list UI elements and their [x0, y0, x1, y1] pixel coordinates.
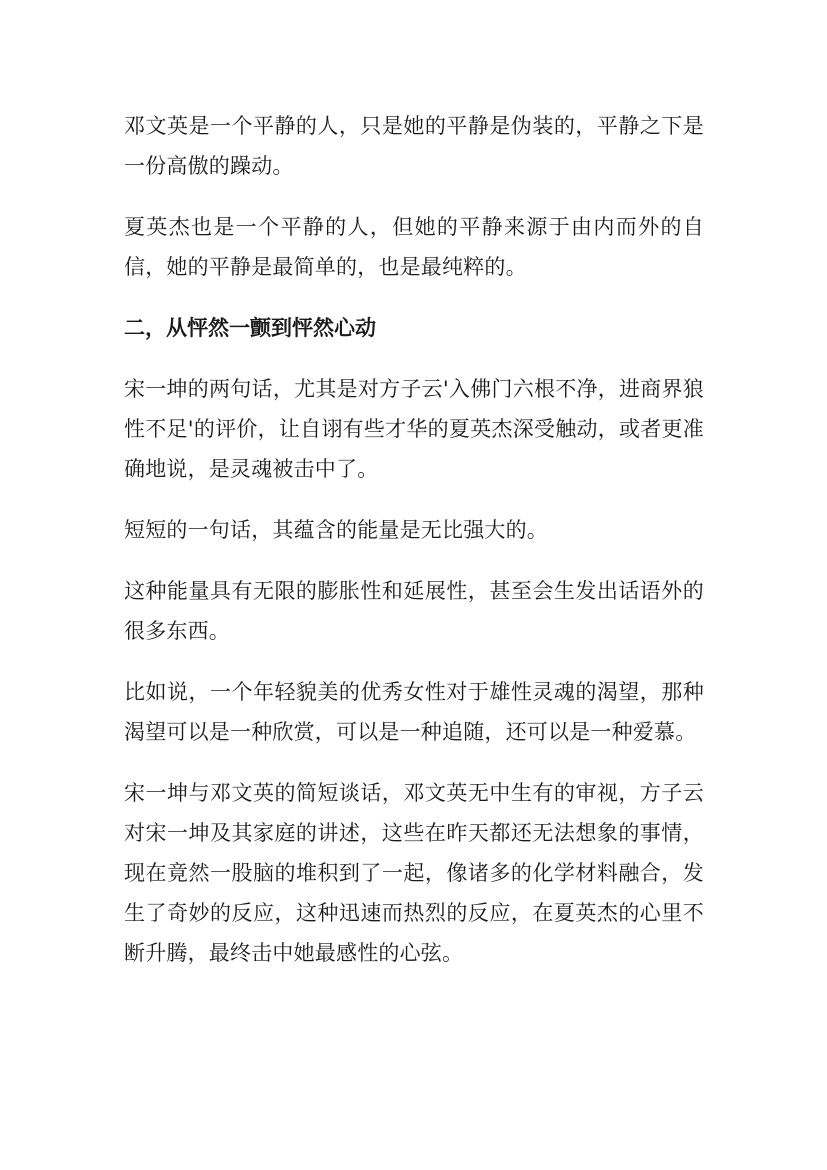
paragraph-2: 夏英杰也是一个平静的人，但她的平静来源于由内而外的自信，她的平静是最简单的，也是最纯粹的。	[124, 215, 704, 279]
document-page	[124, 106, 704, 994]
paragraph-3: 宋一坤的两句话，尤其是对方子云'入佛门六根不净，进商界狼性不足'的评价，让自诩有些才华的夏英杰深受触动，或者更准确地说，是灵魂被击中了。	[124, 377, 704, 481]
section-heading: 二，从怦然一颤到怦然心动	[124, 316, 376, 340]
paragraph-4: 短短的一句话，其蕴含的能量是无比强大的。	[124, 518, 548, 542]
paragraph-1: 邓文英是一个平静的人，只是她的平静是伪装的，平静之下是一份高傲的躁动。	[124, 114, 704, 178]
paragraph-7: 宋一坤与邓文英的简短谈话，邓文英无中生有的审视，方子云对宋一坤及其家庭的讲述，这些在昨天都还无法想象的事情，现在竟然一股脑的堆积到了一起，像诸多的化学材料融合，发生了奇妙的反应，这种迅速而热烈的反应，在夏英杰的心里不断升腾，最终击中她最感性的心弦。	[124, 781, 704, 965]
paragraph-5: 这种能量具有无限的膨胀性和延展性，甚至会生发出话语外的很多东西。	[124, 579, 704, 643]
paragraph-6: 比如说，一个年轻貌美的优秀女性对于雄性灵魂的渴望，那种渴望可以是一种欣赏，可以是一种追随，还可以是一种爱慕。	[124, 680, 704, 744]
